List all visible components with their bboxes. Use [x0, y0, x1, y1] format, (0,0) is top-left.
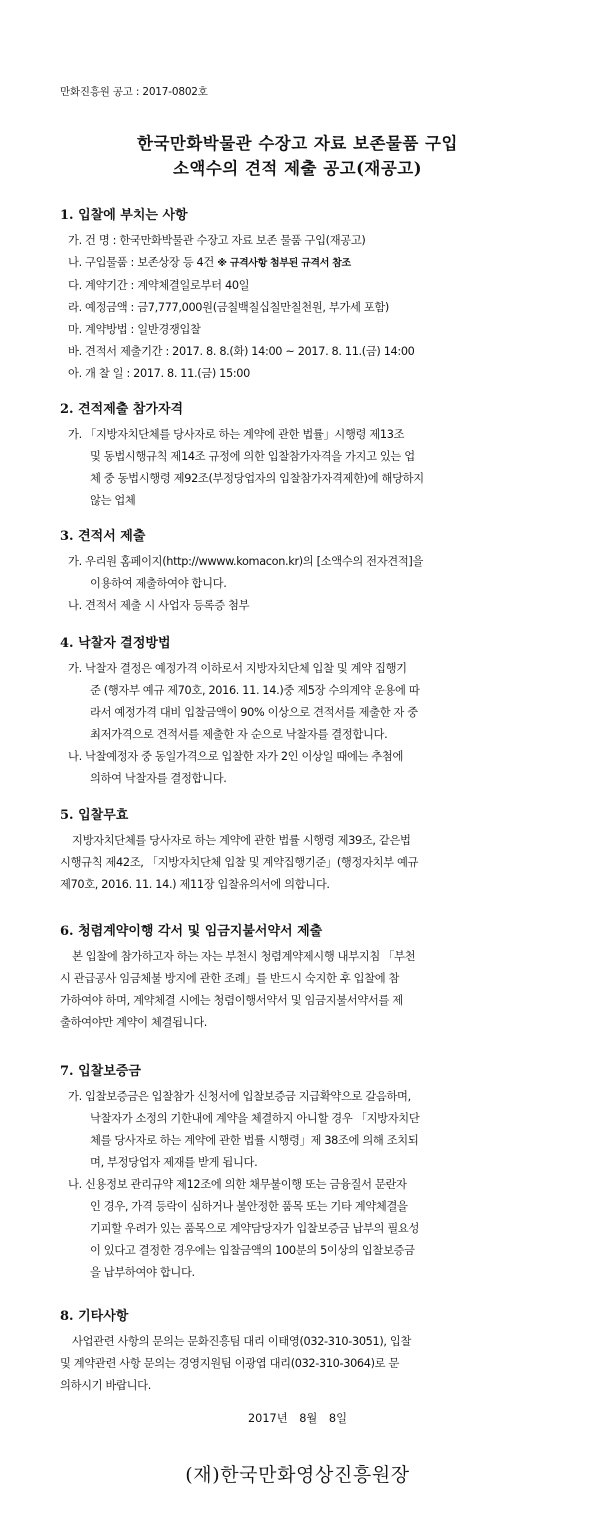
item-line: 바. 견적서 제출기간 : 2017. 8. 8.(화) 14:00 ~ 2017. 8. 11.(금) 14:00	[68, 345, 415, 358]
section-eligibility	[60, 400, 550, 512]
section-integrity-pledge	[60, 922, 550, 1034]
section-invalid-bid	[60, 806, 550, 896]
notice-number: 만화진흥원 공고 : 2017-0802호	[60, 86, 208, 98]
item-line: 가. 「지방자치단체를 당사자로 하는 계약에 관한 법률」시행령 제13조	[68, 428, 405, 441]
item-line: 아. 개 찰 일 : 2017. 8. 11.(금) 15:00	[68, 367, 250, 380]
item-line: 가. 건 명 : 한국만화박물관 수장고 자료 보존 물품 구입(재공고)	[68, 234, 366, 247]
item-line: 나. 견적서 제출 시 사업자 등록증 첨부	[68, 599, 250, 612]
item-line: 나. 신용정보 관리규약 제12조에 의한 채무불이행 또는 금융질서 문란자	[68, 1178, 407, 1191]
section-title: 8. 기타사항	[60, 1309, 129, 1324]
item-line: 라. 예정금액 : 금7,777,000원(금칠백칠십칠만칠천원, 부가세 포함)	[68, 301, 389, 314]
item-line: 이용하여 제출하여야 합니다.	[90, 577, 227, 590]
section-title: 7. 입찰보증금	[60, 1064, 141, 1079]
item-line: 나. 낙찰예정자 중 동일가격으로 입찰한 자가 2인 이상일 때에는 추첨에	[68, 750, 404, 763]
page-title-line1: 한국만화박물관 수장고 자료 보존물품 구입	[137, 134, 458, 153]
item-line: 다. 계약기간 : 계약체결일로부터 40일	[68, 279, 250, 292]
item-line: 기피할 우려가 있는 품목으로 계약담당자가 입찰보증금 납부의 필요성	[90, 1222, 420, 1235]
item-line: 사업관련 사항의 문의는 문화진흥팀 대리 이태영(032-310-3051), 입찰	[72, 1335, 412, 1348]
section-bid-items	[60, 206, 550, 385]
spec-note: ※ 규격사항 첨부된 규격서 참조	[217, 258, 351, 269]
item-line: 않는 업체	[90, 494, 136, 507]
item-line: 본 입찰에 참가하고자 하는 자는 부천시 청렴계약제시행 내부지침 「부천	[72, 950, 416, 963]
section-title: 2. 견적제출 참가자격	[60, 402, 184, 417]
item-line: 의하시기 바랍니다.	[60, 1379, 151, 1392]
item-line: 준 (행자부 예규 제70호, 2016. 11. 14.)중 제5장 수의계약 운용에 따	[90, 684, 420, 697]
item-line: 가. 낙찰자 결정은 예정가격 이하로서 지방자치단체 입찰 및 계약 집행기	[68, 662, 407, 675]
section-title: 5. 입찰무효	[60, 808, 129, 823]
section-misc	[60, 1307, 550, 1397]
page-title-line2: 소액수의 견적 제출 공고(재공고)	[172, 159, 423, 178]
section-quote-submission	[60, 527, 550, 617]
section-title: 1. 입찰에 부치는 사항	[60, 208, 188, 223]
item-line: 지방자치단체를 당사자로 하는 계약에 관한 법률 시행령 제39조, 같은법	[72, 834, 411, 847]
item-line: 의하여 낙찰자를 결정합니다.	[90, 772, 227, 785]
item-line: 체를 당사자로 하는 계약에 관한 법률 시행령」제 38조에 의해 조치되	[90, 1134, 419, 1147]
item-line: 가. 우리원 홈페이지(http://wwww.komacon.kr)의 [소액수의 전자견적]을	[68, 555, 424, 568]
item-line: 이 있다고 결정한 경우에는 입찰금액의 100분의 5이상의 입찰보증금	[90, 1244, 415, 1257]
item-line: 최저가격으로 견적서를 제출한 자 순으로 낙찰자를 결정합니다.	[90, 728, 388, 741]
item-line: 라서 예정가격 대비 입찰금액이 90% 이상으로 견적서를 제출한 자 중	[90, 706, 418, 719]
item-line: 인 경우, 가격 등락이 심하거나 불안정한 품목 또는 기타 계약체결을	[90, 1200, 408, 1213]
item-line: 낙찰자가 소정의 기한내에 계약을 체결하지 아니할 경우 「지방자치단	[90, 1112, 420, 1125]
item-line: 출하여야만 계약이 체결됩니다.	[60, 1016, 208, 1029]
section-title: 3. 견적서 제출	[60, 529, 146, 544]
item-line: 나. 구입물품 : 보존상장 등 4건 ※ 규격사항 첨부된 규격서 참조	[68, 256, 351, 269]
section-title: 4. 낙찰자 결정방법	[60, 636, 171, 651]
item-line: 을 납부하여야 합니다.	[90, 1266, 195, 1279]
item-line: 제70호, 2016. 11. 14.) 제11장 입찰유의서에 의합니다.	[60, 878, 330, 891]
item-line: 가. 입찰보증금은 입찰참가 신청서에 입찰보증금 지급확약으로 갈음하며,	[68, 1090, 411, 1103]
item-line: 며, 부정당업자 제재를 받게 됩니다.	[90, 1156, 258, 1169]
section-bid-bond	[60, 1062, 550, 1284]
item-line: 마. 계약방법 : 일반경쟁입찰	[68, 323, 201, 336]
item-line: 가하여야 하며, 계약체결 시에는 청렴이행서약서 및 임금지불서약서를 제	[60, 994, 403, 1007]
item-line: 및 동법시행규칙 제14조 규정에 의한 입찰참가자격을 가지고 있는 업	[90, 450, 415, 463]
item-line: 시 관급공사 임금체불 방지에 관한 조례」를 반드시 숙지한 후 입찰에 참	[60, 972, 400, 985]
item-line: 및 계약관련 사항 문의는 경영지원팀 이광엽 대리(032-310-3064)로 문	[60, 1357, 400, 1370]
item-line: 시행규칙 제42조, 「지방자치단체 입찰 및 계약집행기준」(행정자치부 예규	[60, 856, 419, 869]
section-award-method	[60, 634, 550, 790]
item-line: 체 중 동법시행령 제92조(부정당업자의 입찰참가자격제한)에 해당하지	[90, 472, 424, 485]
issuing-organization: (재)한국만화영상진흥원장	[185, 1464, 410, 1486]
notice-date: 2017년 8월 8일	[247, 1412, 348, 1425]
section-title: 6. 청렴계약이행 각서 및 임금지불서약서 제출	[60, 924, 323, 939]
